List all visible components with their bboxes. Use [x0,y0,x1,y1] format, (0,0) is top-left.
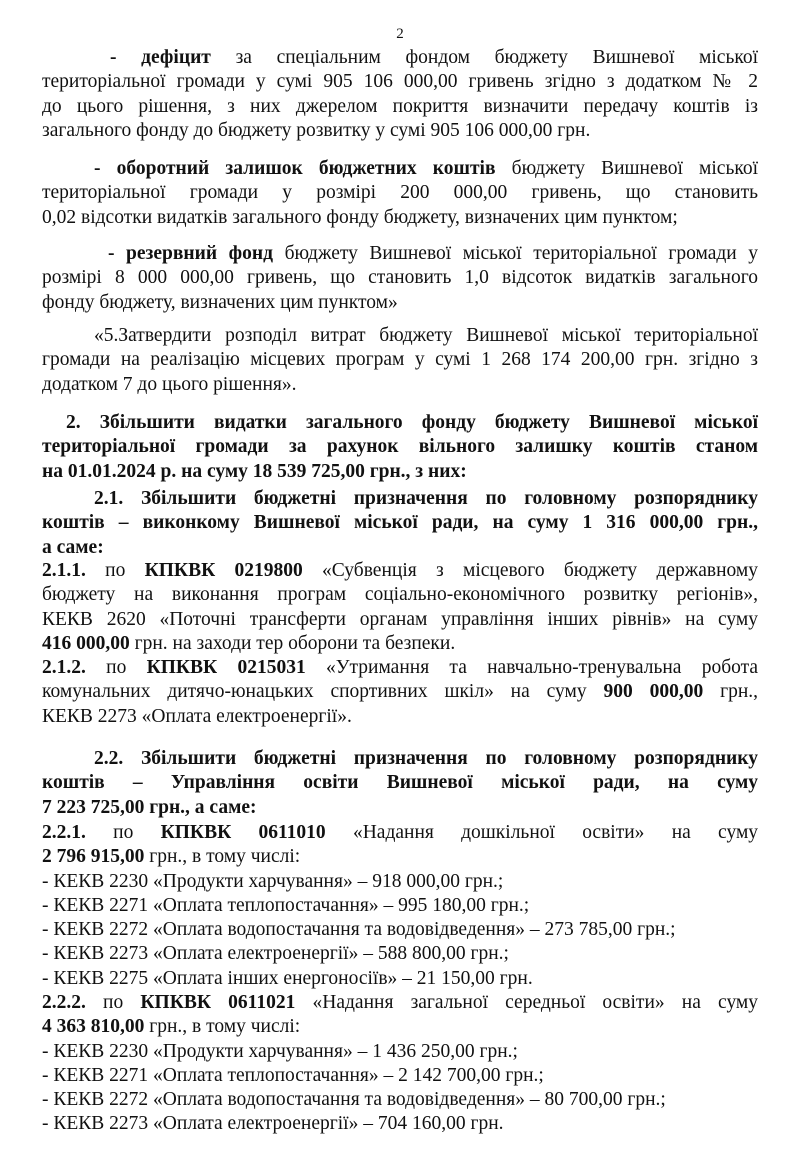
section-2-heading [42,411,758,484]
expense-item: - КЕКВ 2230 «Продукти харчування» – 1 436 250,00 грн.; [42,1040,518,1062]
working-balance-line-1: - оборотний залишок бюджетних коштів бюджету Вишневої міської [94,158,758,179]
program-code: КПКВК 0219800 [144,560,303,581]
section-2-1-heading [42,487,758,560]
expense-item: - КЕКВ 2271 «Оплата теплопостачання» – 2 142 700,00 грн.; [42,1064,544,1086]
deficit-line-1: - дефіцит за спеціальним фондом бюджету Вишневої міської [110,47,759,68]
section-2-1-2 [42,656,758,729]
working-balance-line-2: територіальної громади у розмірі 200 000,00 гривень, що становить [42,182,758,204]
program-code: КПКВК 0215031 [146,657,306,678]
reserve-fund-paragraph [42,242,758,315]
amount: 4 363 810,00 [42,1016,145,1038]
page-number: 2 [396,26,404,42]
reserve-fund-line-1: - резервний фонд бюджету Вишневої міської територіальної громади у [108,243,759,264]
item-5-line-2: громади на реалізацію місцевих програм у сумі 1 268 174 200,00 грн. згідно з [42,349,758,371]
reserve-fund-line-2: розмірі 8 000 000,00 гривень, що становить 1,0 відсоток видатків загального [42,267,758,289]
section-2-2-2-line-1: 2.2.2. по КПКВК 0611021 «Надання загальної середньої освіти» на суму [42,992,759,1013]
section-2-1-line-2: коштів – виконкому Вишневої міської ради, на суму 1 316 000,00 грн., [42,512,758,534]
section-2-2-line-1: 2.2. Збільшити бюджетні призначення по головному розпоряднику [94,748,758,769]
expense-item: - КЕКВ 2230 «Продукти харчування» – 918 000,00 грн.; [42,870,504,892]
section-2-1-1-line-4: 416 000,00 грн. на заходи тер оборони та безпеки. [42,632,456,654]
working-balance-line-3: 0,02 відсотки видатків загального фонду бюджету, визначених цим пунктом; [42,206,678,228]
expense-item: - КЕКВ 2275 «Оплата інших енергоносіїв» – 21 150,00 грн. [42,967,533,989]
amount: 900 000,00 [603,681,704,703]
section-2-2-heading [42,747,758,820]
section-2-2-1-line-1: 2.2.1. по КПКВК 0611010 «Надання дошкільної освіти» на суму [42,822,759,843]
deficit-paragraph [42,46,758,143]
section-2-line-3: на 01.01.2024 р. на суму 18 539 725,00 грн., з них: [42,460,467,482]
section-2-1-2-line-1: 2.1.2. по КПКВК 0215031 «Утримання та навчально-тренувальна робота [42,657,759,678]
item-5-paragraph [42,324,758,397]
working-balance-term: - оборотний залишок бюджетних коштів [94,158,496,179]
section-2-1-2-line-2: комунальних дитячо-юнацьких спортивних шкіл» на суму 900 000,00 грн., [42,681,759,703]
section-2-1-line-3: а саме: [42,536,104,558]
expense-item: - КЕКВ 2271 «Оплата теплопостачання» – 995 180,00 грн.; [42,894,530,916]
section-2-1-line-1: 2.1. Збільшити бюджетні призначення по головному розпоряднику [94,488,758,509]
section-2-line-2: територіальної громади за рахунок вільного залишку коштів станом [42,436,758,458]
section-2-1-2-line-3: КЕКВ 2273 «Оплата електроенергії». [42,705,352,727]
expense-item: - КЕКВ 2272 «Оплата водопостачання та водовідведення» – 80 700,00 грн.; [42,1089,666,1111]
item-5-line-3: додатком 7 до цього рішення». [42,373,297,395]
amount: 416 000,00 [42,632,130,654]
section-2-2-2 [42,991,758,1137]
section-2-2-1-line-2: 2 796 915,00 грн., в тому числі: [42,846,301,868]
section-2-2-1 [42,821,758,991]
section-2-2-line-2: коштів – Управління освіти Вишневої міської ради, на суму [42,772,758,794]
expense-item: - КЕКВ 2273 «Оплата електроенергії» – 704 160,00 грн. [42,1113,504,1135]
expense-item: - КЕКВ 2272 «Оплата водопостачання та водовідведення» – 273 785,00 грн.; [42,919,676,941]
working-balance-paragraph [42,157,758,230]
amount: 2 796 915,00 [42,846,145,868]
expense-item: - КЕКВ 2273 «Оплата електроенергії» – 588 800,00 грн.; [42,943,509,965]
section-2-1-1-line-3: КЕКВ 2620 «Поточні трансферти органам управління інших рівнів» на суму [42,608,758,630]
section-2-line-1: 2. Збільшити видатки загального фонду бюджету Вишневої міської [66,412,758,433]
section-2-2-2-line-2: 4 363 810,00 грн., в тому числі: [42,1016,301,1038]
reserve-fund-term: резервний фонд [126,243,274,264]
section-number: 2.2.2. [42,992,86,1013]
section-number: 2.2.1. [42,822,86,843]
deficit-line-4: загального фонду до бюджету розвитку у сумі 905 106 000,00 грн. [42,119,591,141]
item-5-line-1: «5.Затвердити розподіл витрат бюджету Вишневої міської територіальної [94,325,758,346]
section-2-2-line-3: 7 223 725,00 грн., а саме: [42,796,257,818]
deficit-line-2: територіальної громади у сумі 905 106 000,00 гривень згідно з додатком № 2 [42,71,758,93]
reserve-fund-line-3: фонду бюджету, визначених цим пунктом» [42,291,398,313]
section-2-1-1-line-2: бюджету на виконання програм соціально-економічного розвитку регіонів», [42,584,758,606]
program-code: КПКВК 0611021 [140,992,296,1013]
section-2-1-1 [42,559,758,656]
section-2-1-1-line-1: 2.1.1. по КПКВК 0219800 «Субвенція з місцевого бюджету державному [42,560,759,581]
section-number: 2.1.2. [42,657,86,678]
program-code: КПКВК 0611010 [160,822,326,843]
deficit-term: дефіцит [141,47,211,68]
deficit-line-3: до цього рішення, з них джерелом покриття визначити передачу коштів із [42,95,758,117]
section-number: 2.1.1. [42,560,86,581]
